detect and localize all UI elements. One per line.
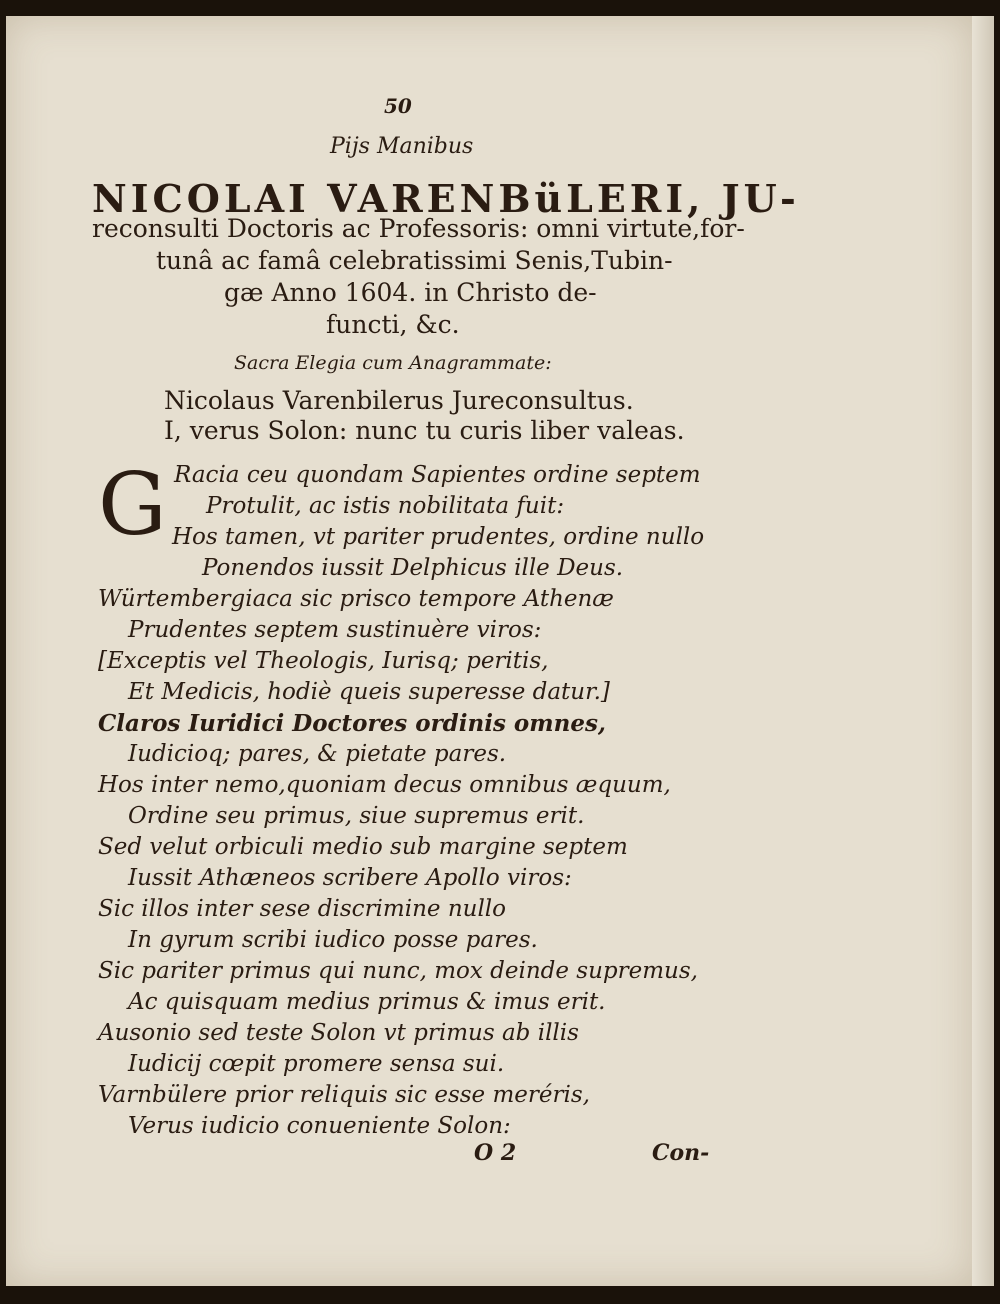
verse-line: Ordine seu primus, siue supremus erit. <box>128 803 585 829</box>
title-line-1: reconsulti Doctoris ac Professoris: omni virtute,for- <box>92 214 745 243</box>
verse-line: Racia ceu quondam Sapientes ordine septem <box>174 462 701 488</box>
verse-line: [Exceptis vel Theologis, Iurisq; peritis, <box>98 648 549 674</box>
verse-line: Verus iudicio conueniente Solon: <box>128 1113 511 1139</box>
catchword: Con- <box>652 1140 710 1166</box>
verse-line: Protulit, ac istis nobilitata fuit: <box>206 493 565 519</box>
verse-line: Ponendos iussit Delphicus ille Deus. <box>202 555 624 581</box>
title-line-2: tunâ ac famâ celebratissimi Senis,Tubin- <box>156 246 673 275</box>
verse-line: In gyrum scribi iudico posse pares. <box>128 927 538 953</box>
verse-line: Varnbülere prior reliquis sic esse meréris, <box>98 1082 590 1108</box>
verse-line: Et Medicis, hodiè queis superesse datur.] <box>128 679 610 705</box>
dedication-line: Pijs Manibus <box>330 134 474 159</box>
page-edge <box>972 16 994 1286</box>
verse-line: Prudentes septem sustinuère viros: <box>128 617 542 643</box>
anagram-line-2: I, verus Solon: nunc tu curis liber valeas. <box>164 416 685 445</box>
verse-line: Iudicioq; pares, & pietate pares. <box>128 741 507 767</box>
verse-line: Sic illos inter sese discrimine nullo <box>98 896 507 922</box>
verse-line: Iudicij cœpit promere sensa sui. <box>128 1051 505 1077</box>
verse-line: Ac quisquam medius primus & imus erit. <box>128 989 606 1015</box>
verse-line: Würtembergiaca sic prisco tempore Athenæ <box>98 586 614 612</box>
verse-line: Hos inter nemo,quoniam decus omnibus æquum, <box>98 772 671 798</box>
verse-line: Hos tamen, vt pariter prudentes, ordine nullo <box>172 524 705 550</box>
title-line-4: functi, &c. <box>326 310 460 339</box>
drop-cap: G <box>98 455 167 555</box>
honoree-name: NICOLAI VARENBüLERI, JU- <box>92 176 800 221</box>
verse-line: Iussit Athæneos scribere Apollo viros: <box>128 865 572 891</box>
title-line-3: gæ Anno 1604. in Christo de- <box>224 278 597 307</box>
anagram-line-1: Nicolaus Varenbilerus Jureconsultus. <box>164 386 634 415</box>
elegy-subtitle: Sacra Elegia cum Anagrammate: <box>234 352 552 374</box>
signature-mark: O 2 <box>474 1140 517 1166</box>
verse-line: Ausonio sed teste Solon vt primus ab illis <box>98 1020 579 1046</box>
verse-line: Sed velut orbiculi medio sub margine septem <box>98 834 628 860</box>
book-page <box>6 16 972 1286</box>
verse-line: Sic pariter primus qui nunc, mox deinde supremus, <box>98 958 698 984</box>
verse-line: Claros Iuridici Doctores ordinis omnes, <box>98 710 606 737</box>
page-number: 50 <box>384 94 412 118</box>
